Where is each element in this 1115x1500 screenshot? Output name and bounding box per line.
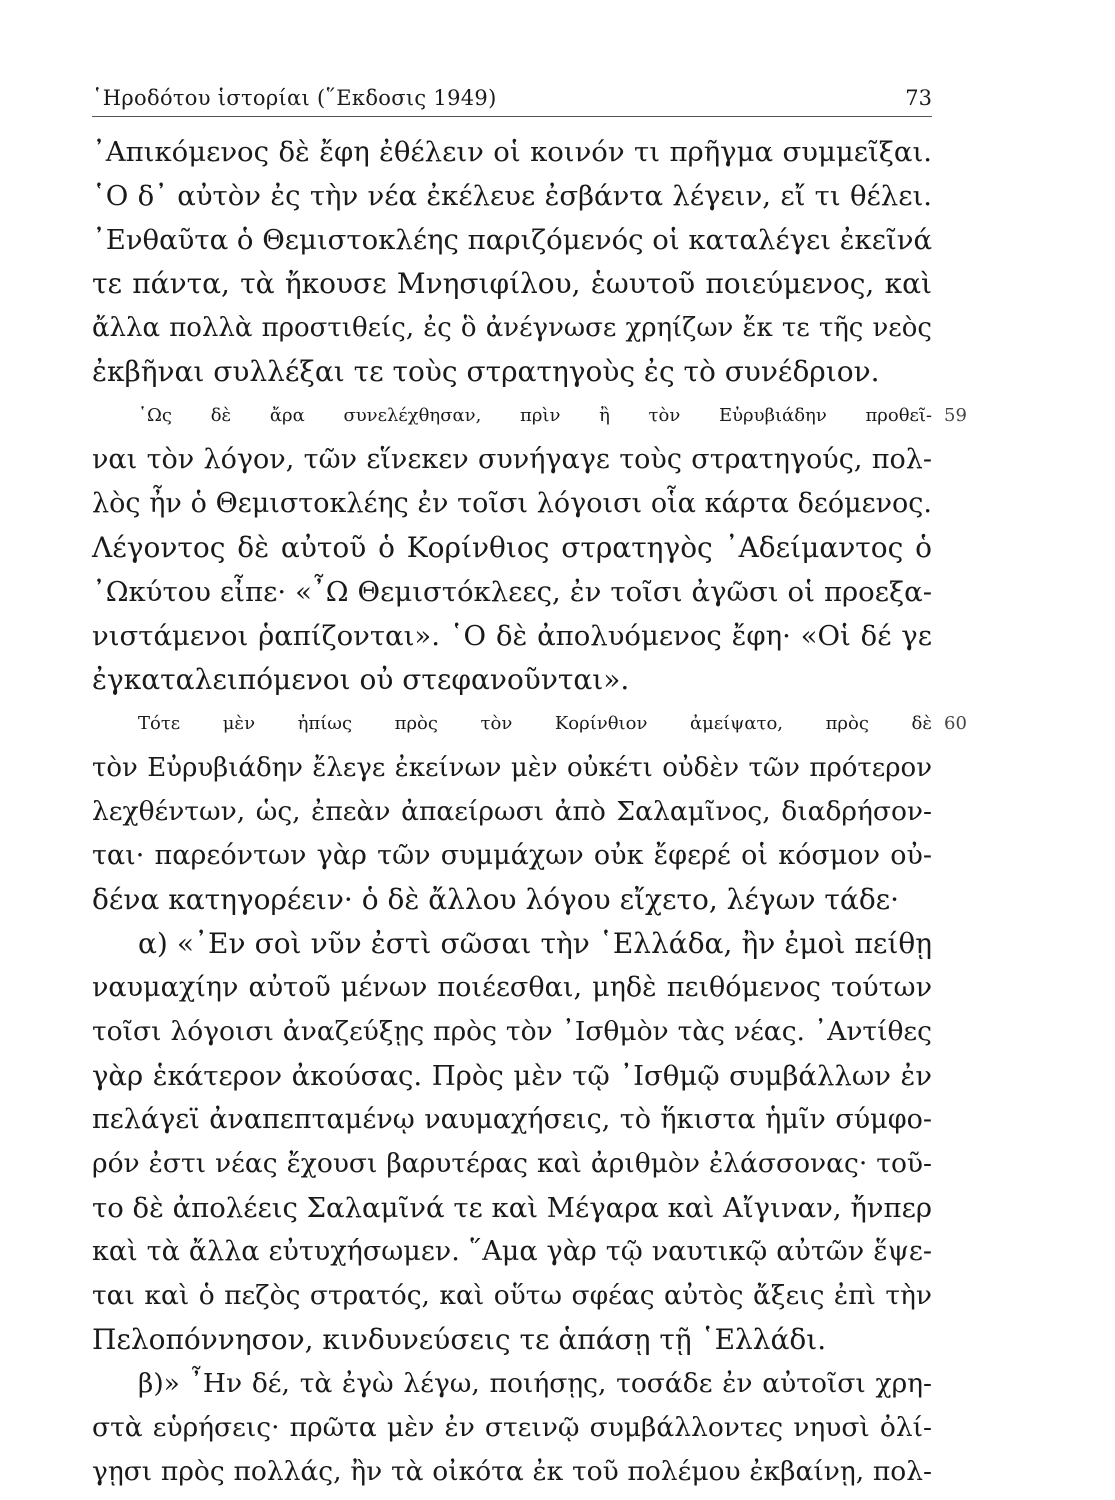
text-line: ναυμαχίην αὐτοῦ μένων ποιέεσθαι, μηδὲ πειθόμενος τούτων [92,972,932,1003]
text-line: ᾿Ωκύτου εἶπε· «῏Ω Θεμιστόκλεες, ἐν τοῖσι ἀγῶσι οἱ προεξα- [92,576,932,608]
text-line: ται· παρεόντων γὰρ τῶν συμμάχων οὐκ ἔφερέ οἱ κόσμον οὐ- [92,840,932,871]
text-line: ἐκβῆναι συλλέξαι τε τοὺς στρατηγοὺς ἐς τὸ συνέδριον. [92,355,880,388]
text-line: ῾Ο δ᾿ αὐτὸν ἐς τὴν νέα ἐκέλευε ἐσβάντα λέγειν, εἴ τι θέλει. [92,180,932,212]
text-line: β)» ῏Ην δέ, τὰ ἐγὼ λέγω, ποιήσῃς, τοσάδε ἐν αὐτοῖσι χρη- [138,1368,932,1399]
text-line-content: ῾Ως δὲ ἄρα συνελέχθησαν, πρὶν ἢ τὸν Εὐρυβιάδην προθεῖ- [138,405,932,426]
text-line: στὰ εὑρήσεις· πρῶτα μὲν ἐν στεινῷ συμβάλλοντες νηυσὶ ὀλί- [92,1412,932,1443]
page-number: 73 [905,86,932,110]
text-line: γῃσι πρὸς πολλάς, ἢν τὰ οἰκότα ἐκ τοῦ πολέμου ἐκβαίνῃ, πολ- [92,1456,932,1487]
text-line-content: Τότε μὲν ἠπίως πρὸς τὸν Κορίνθιον ἀμείψατο, πρὸς δὲ [138,713,932,734]
text-line: ᾿Ενθαῦτα ὁ Θεμιστοκλέης παριζόμενός οἱ καταλέγει ἐκεῖνά [92,224,933,256]
text-line: τε πάντα, τὰ ἤκουσε Μνησιφίλου, ἑωυτοῦ ποιεύμενος, καὶ [92,267,932,300]
text-line: ρόν ἐστι νέας ἔχουσι βαρυτέρας καὶ ἀριθμὸν ἐλάσσονας· τοῦ- [92,1148,932,1179]
text-line: το δὲ ἀπολέεις Σαλαμῖνά τε καὶ Μέγαρα καὶ Αἴγιναν, ἤνπερ [92,1192,932,1224]
text-line: ἐγκαταλειπόμενοι οὐ στεφανοῦνται». [92,663,630,696]
page-header [92,86,932,117]
text-line: Πελοπόννησον, κινδυνεύσεις τε ἁπάσῃ τῇ ῾Ελλάδι. [92,1323,827,1356]
text-line: ναι τὸν λόγον, τῶν εἵνεκεν συνήγαγε τοὺς στρατηγούς, πολ- [92,444,932,475]
text-line: γὰρ ἑκάτερον ἀκούσας. Πρὸς μὲν τῷ ᾿Ισθμῷ συμβάλλων ἐν [92,1060,932,1092]
text-line: ᾿Απικόμενος δὲ ἔφη ἐθέλειν οἱ κοινόν τι πρῆγμα συμμεῖξαι. [92,136,932,168]
text-line: Λέγοντος δὲ αὐτοῦ ὁ Κορίνθιος στρατηγὸς ᾿Αδείμαντος ὁ [92,531,932,564]
text-line: α) «᾿Εν σοὶ νῦν ἐστὶ σῶσαι τὴν ῾Ελλάδα, ἢν ἐμοὶ πείθῃ [138,927,932,960]
text-line: δένα κατηγορέειν· ὁ δὲ ἄλλου λόγου εἴχετο, λέγων τάδε· [92,883,900,916]
text-line: ται καὶ ὁ πεζὸς στρατός, καὶ οὕτω σφέας αὐτὸς ἄξεις ἐπὶ τὴν [92,1280,932,1311]
text-line: ἄλλα πολλὰ προστιθείς, ἐς ὃ ἀνέγνωσε χρηίζων ἔκ τε τῆς νεὸς [92,313,932,343]
text-line: πελάγεϊ ἀναπεπταμένῳ ναυμαχήσεις, τὸ ἥκιστα ἡμῖν σύμφο- [92,1104,932,1135]
text-line: τοῖσι λόγοισι ἀναζεύξῃς πρὸς τὸν ᾿Ισθμὸν τὰς νέας. ᾿Αντίθες [92,1016,932,1047]
body-text [92,130,967,1494]
text-line: λεχθέντων, ὡς, ἐπεὰν ἀπαείρωσι ἀπὸ Σαλαμῖνος, διαδρήσον- [92,796,932,827]
text-line [92,702,967,746]
text-line: νιστάμενοι ῥαπίζονται». ῾Ο δὲ ἀπολυόμενος ἔφη· «Οἱ δέ γε [92,620,932,652]
margin-number-60: 60 [944,713,967,734]
margin-number-59: 59 [944,405,967,426]
text-line: λὸς ἦν ὁ Θεμιστοκλέης ἐν τοῖσι λόγοισι οἷα κάρτα δεόμενος. [92,488,932,519]
text-line: καὶ τὰ ἄλλα εὐτυχήσωμεν. ῞Αμα γὰρ τῷ ναυτικῷ αὐτῶν ἕψε- [92,1236,932,1267]
text-line: τὸν Εὐρυβιάδην ἔλεγε ἐκείνων μὲν οὐκέτι οὐδὲν τῶν πρότερον [92,753,932,783]
text-line [92,394,967,438]
running-title: ῾Ηροδότου ἱστορίαι (῞Εκδοσις 1949) [92,86,497,110]
